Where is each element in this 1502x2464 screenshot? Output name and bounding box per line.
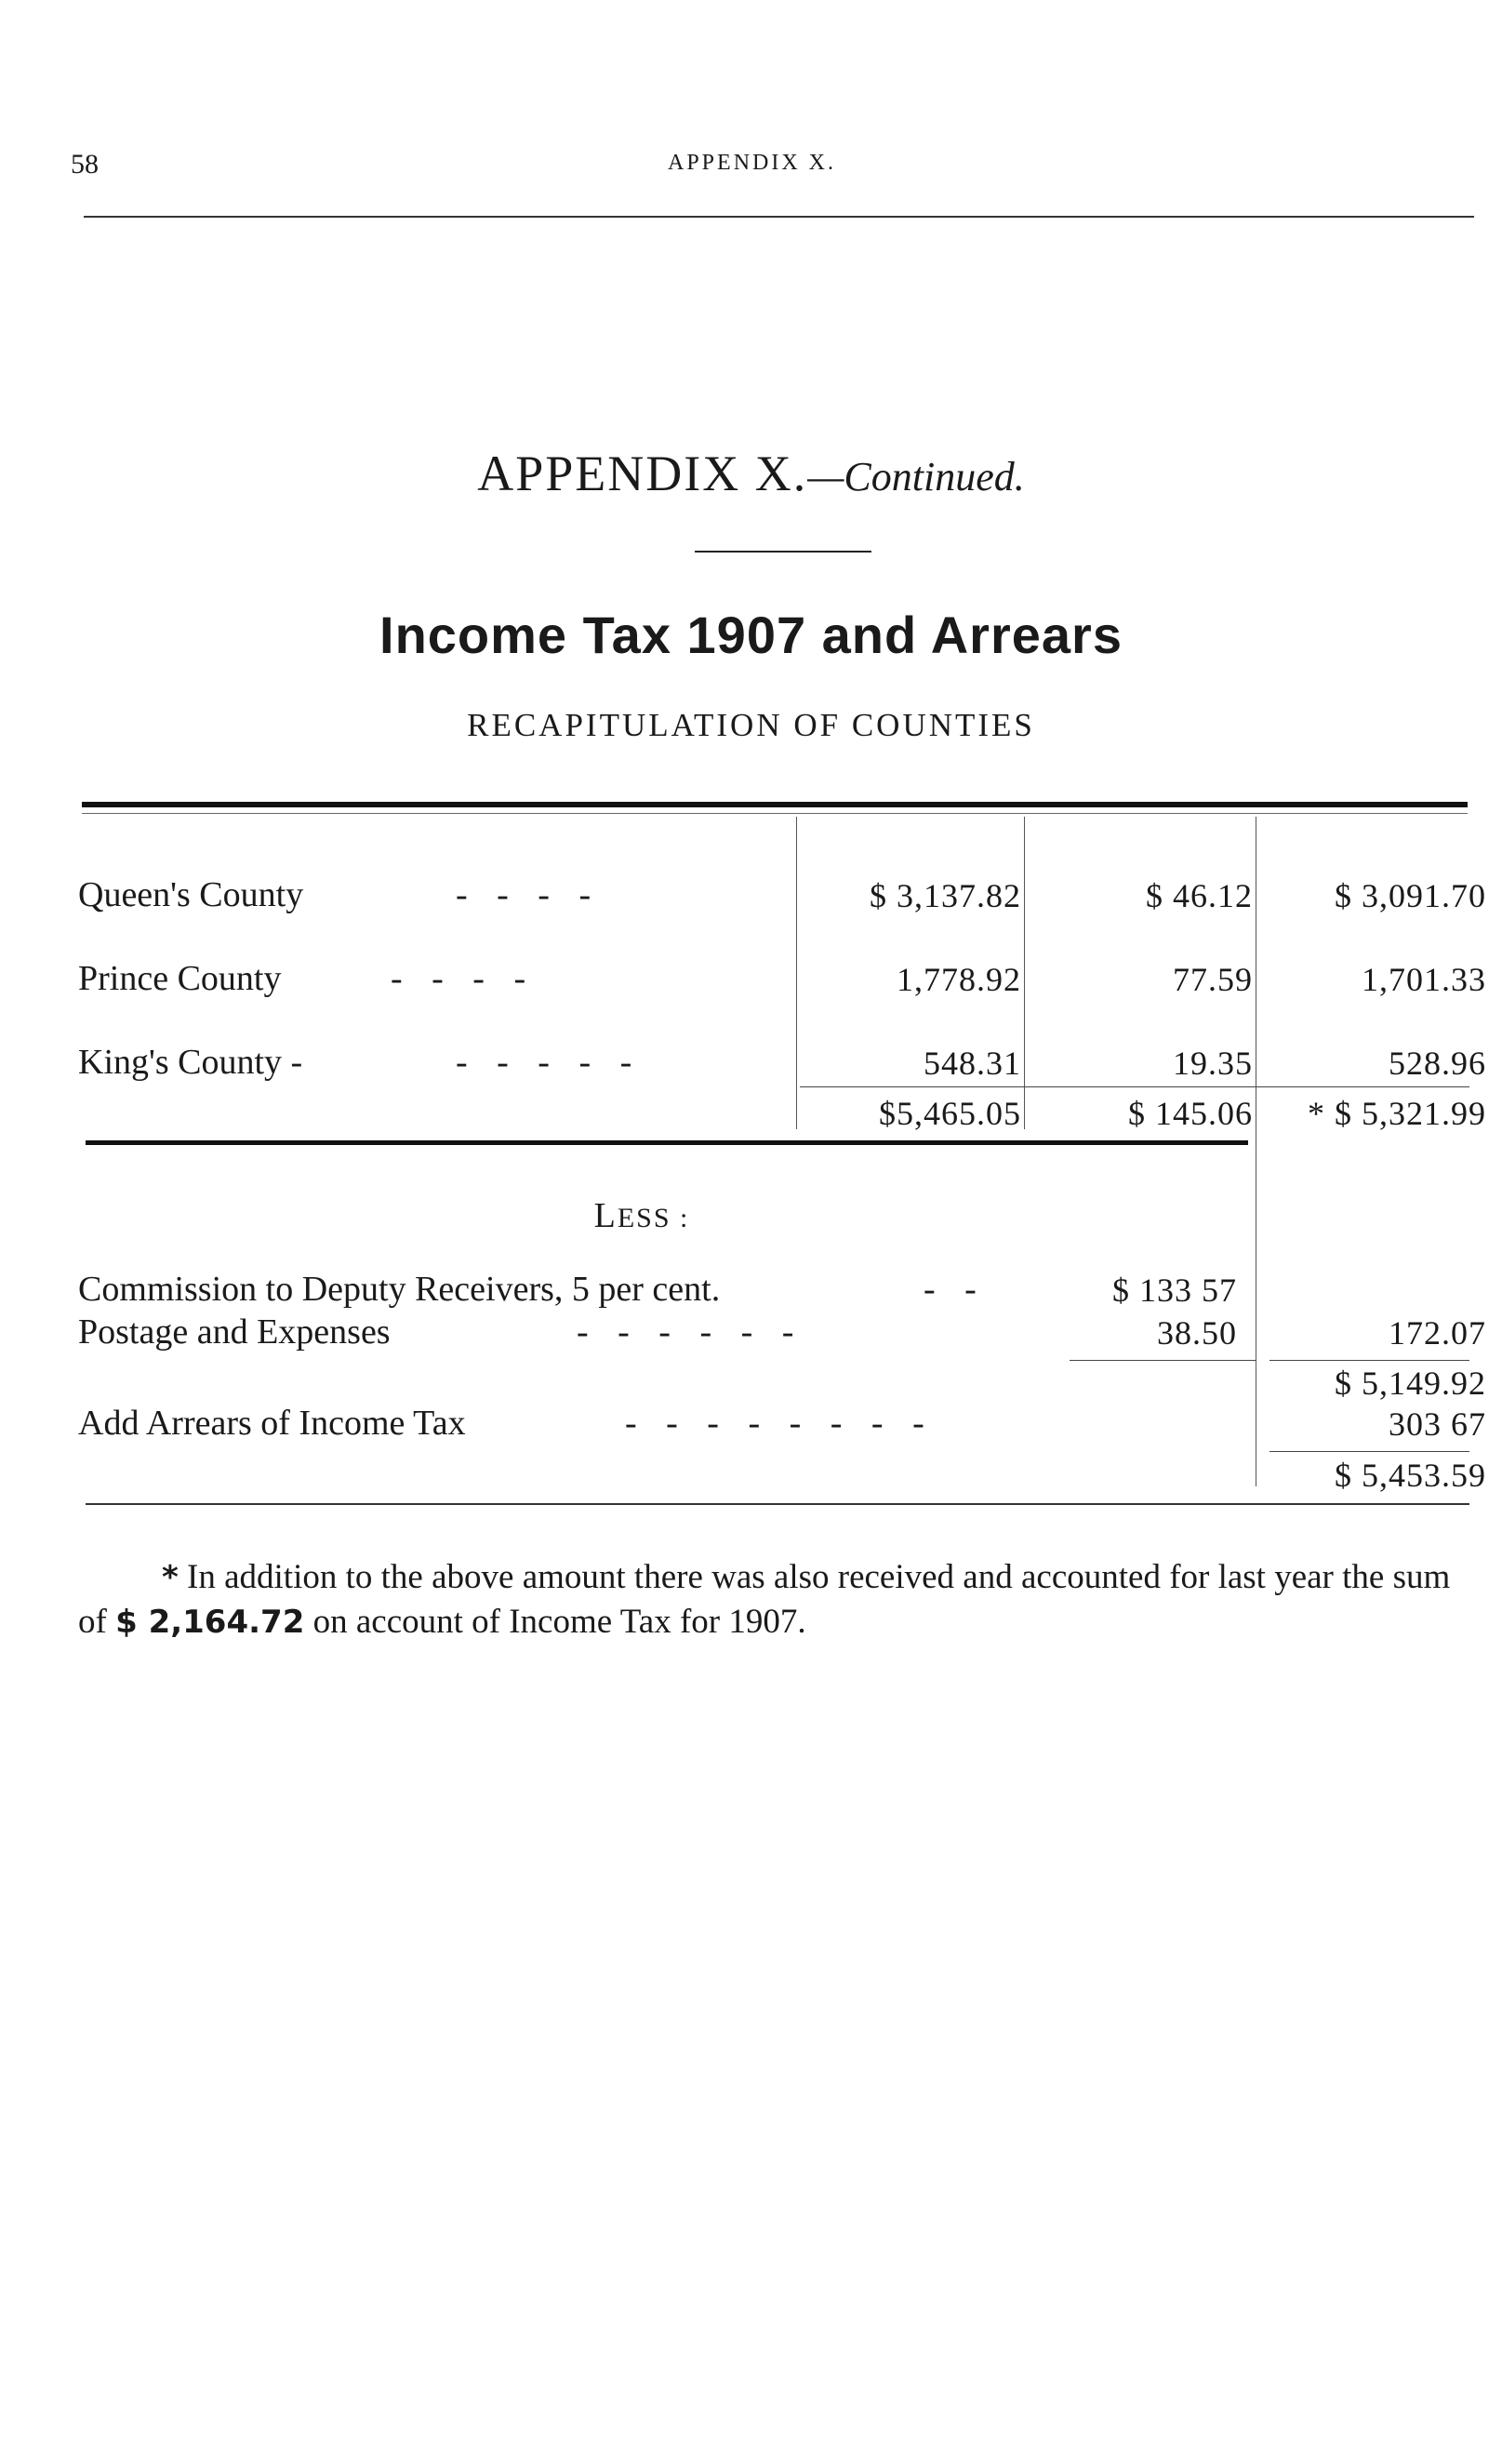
table-top-rule-thin <box>82 813 1468 814</box>
leader-dashes: - - <box>924 1270 977 1309</box>
row-label: King's County - <box>78 1043 303 1082</box>
county-gross: $ 3,137.82 <box>870 877 1021 914</box>
row-label: Prince County <box>78 959 282 998</box>
county-net: $ 3,091.70 <box>1335 877 1486 914</box>
row-label: Postage and Expenses <box>78 1312 391 1352</box>
county-deduction: 19.35 <box>1173 1045 1253 1082</box>
leader-dashes: - - - - - - - - <box>625 1404 924 1443</box>
running-head: APPENDIX X. <box>668 151 837 175</box>
table-bottom-rule <box>86 1503 1469 1505</box>
total-deduction: $ 145.06 <box>1128 1095 1253 1132</box>
continued-label: —Continued. <box>807 454 1025 499</box>
title-rule <box>695 551 871 553</box>
sum-rule <box>800 1086 1469 1087</box>
postage-amount: 38.50 <box>1157 1314 1237 1352</box>
sum-rule <box>1269 1451 1469 1452</box>
less-rest: ESS : <box>617 1203 690 1233</box>
totals-rule <box>86 1140 1248 1145</box>
county-net: 1,701.33 <box>1362 961 1486 998</box>
county-gross: 548.31 <box>924 1045 1021 1082</box>
commission-amount: $ 133 57 <box>1112 1272 1237 1309</box>
appendix-title <box>0 445 1502 502</box>
deduction-total: 172.07 <box>1389 1314 1486 1352</box>
total-gross: $5,465.05 <box>879 1095 1021 1132</box>
footnote-star: * <box>162 1559 179 1596</box>
leader-dashes: - - - - <box>456 875 591 914</box>
page-number: 58 <box>71 149 99 180</box>
row-label: Commission to Deputy Receivers, 5 per cent. <box>78 1270 721 1309</box>
page-subtitle: RECAPITULATION OF COUNTIES <box>467 707 1035 743</box>
less-heading <box>0 1195 1283 1236</box>
footnote-text: In addition to the above amount there was also received and accounted for last year the sum of <box>78 1558 1451 1641</box>
footnote-text-end: on account of Income Tax for 1907. <box>304 1603 806 1641</box>
county-net: 528.96 <box>1389 1045 1486 1082</box>
leader-dashes: - - - - - <box>456 1043 632 1082</box>
row-label: Queen's County <box>78 875 304 914</box>
subtotal: $ 5,149.92 <box>1335 1365 1486 1402</box>
total-net: * $ 5,321.99 <box>1308 1095 1486 1132</box>
less-initial: L <box>593 1196 618 1235</box>
footnote-amount: $ 2,164.72 <box>115 1604 305 1641</box>
county-deduction: $ 46.12 <box>1146 877 1253 914</box>
county-gross: 1,778.92 <box>897 961 1021 998</box>
header-rule <box>84 216 1474 218</box>
leader-dashes: - - - - <box>391 959 526 998</box>
footnote <box>78 1555 1482 1645</box>
row-label: Add Arrears of Income Tax <box>78 1404 466 1443</box>
table-top-rule <box>82 802 1468 807</box>
leader-dashes: - - - - - - <box>577 1312 794 1352</box>
sum-rule <box>1269 1360 1469 1361</box>
grand-total: $ 5,453.59 <box>1335 1457 1486 1494</box>
appendix-label: APPENDIX X. <box>477 446 808 501</box>
county-deduction: 77.59 <box>1173 961 1253 998</box>
arrears-amount: 303 67 <box>1389 1405 1486 1443</box>
page-title: Income Tax 1907 and Arrears <box>379 606 1123 664</box>
sum-rule <box>1070 1360 1256 1361</box>
